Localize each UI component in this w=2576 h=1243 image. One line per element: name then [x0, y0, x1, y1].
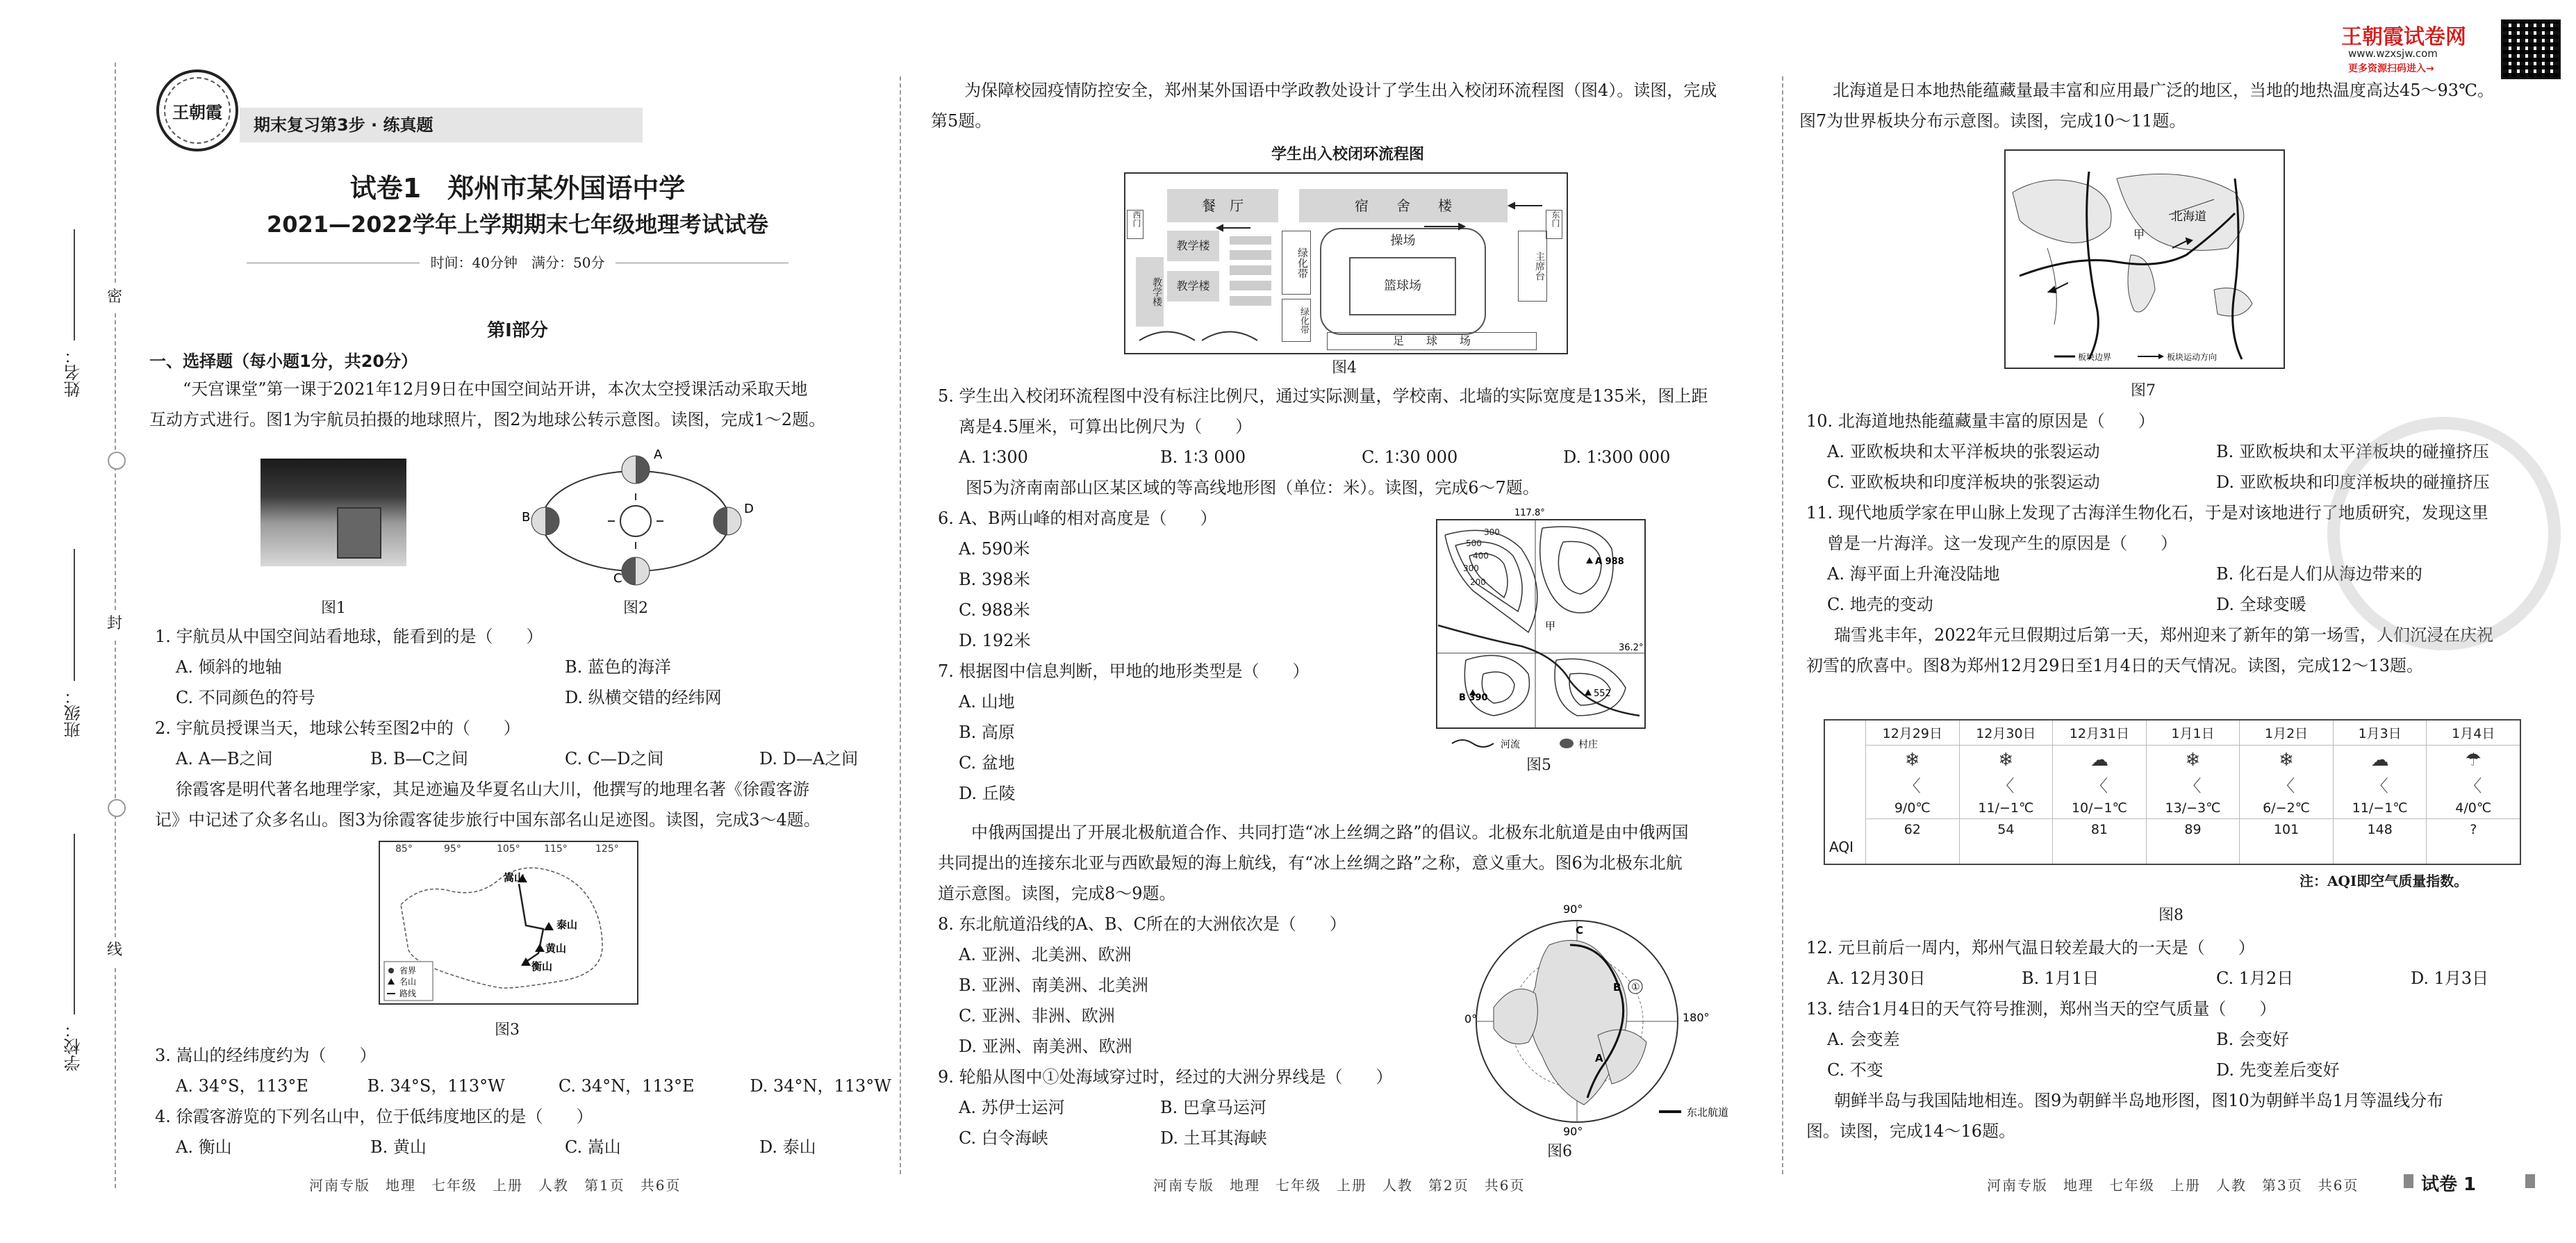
q13-option[interactable]: A. 会变差	[1827, 1030, 1900, 1049]
time-score: 时间：40分钟 满分：50分	[420, 254, 616, 271]
svg-text:东北航道: 东北航道	[1687, 1106, 1729, 1119]
svg-text:0°: 0°	[1464, 1012, 1478, 1026]
q4-option[interactable]: C. 嵩山	[565, 1137, 621, 1157]
weather-day	[2146, 721, 2240, 864]
q12-option[interactable]: D. 1月3日	[2411, 969, 2489, 988]
q4-option[interactable]: A. 衡山	[176, 1137, 232, 1157]
orbit-label: D	[744, 502, 754, 516]
qr-code-icon[interactable]	[2501, 19, 2561, 79]
binding-hole	[108, 452, 126, 470]
weather-temp: 11/−1℃	[2334, 800, 2427, 819]
svg-text:200: 200	[1470, 577, 1486, 587]
weather-day	[1959, 721, 2053, 864]
q9-option[interactable]: A. 苏伊士运河	[959, 1098, 1065, 1117]
banner: 期末复习第3步 · 练真题	[240, 108, 643, 142]
question-3: 3. 嵩山的经纬度约为（ ）	[155, 1046, 377, 1065]
q5-option[interactable]: A. 1∶300	[959, 447, 1028, 467]
q9-option[interactable]: D. 土耳其海峡	[1160, 1128, 1267, 1148]
q3-option[interactable]: A. 34°S，113°E	[176, 1076, 308, 1096]
q10-option[interactable]: A. 亚欧板块和太平洋板块的张裂运动	[1827, 442, 2100, 461]
svg-text:552: 552	[1594, 689, 1611, 699]
q8-option[interactable]: A. 亚洲、北美洲、欧洲	[959, 945, 1132, 964]
section-heading: 一、选择题（每小题1分，共20分）	[149, 352, 418, 371]
q1-option[interactable]: A. 倾斜的地轴	[176, 657, 282, 677]
svg-text:36.2°: 36.2°	[1619, 643, 1644, 653]
question-7: 7. 根据图中信息判断，甲地的地形类型是（ ）	[938, 661, 1310, 681]
svg-text:黄山: 黄山	[545, 942, 567, 955]
svg-text:板块运动方向: 板块运动方向	[2167, 352, 2218, 362]
fig4-title: 学生出入校闭环流程图	[1271, 146, 1424, 163]
wind-icon: 〈	[1997, 776, 2015, 796]
question-1: 1. 宇航员从中国空间站看地球，能看到的是（ ）	[155, 627, 543, 646]
q11-option[interactable]: D. 全球变暖	[2216, 595, 2306, 614]
cloudy-icon: ☁	[2370, 750, 2389, 771]
q12-option[interactable]: C. 1月2日	[2216, 969, 2294, 988]
question-5: 5. 学生出入校闭环流程图中没有标注比例尺，通过实际测量，学校南、北墙的实际宽度是135米，图上距	[938, 386, 1708, 406]
tag-mark	[2404, 1174, 2413, 1188]
svg-text:北海道: 北海道	[2171, 210, 2206, 224]
name-field[interactable]	[74, 229, 75, 340]
question-11: 11. 现代地质学家在甲山脉上发现了古海洋生物化石，于是对该地进行了地质研究，发现这里	[1806, 503, 2488, 522]
svg-text:河流: 河流	[1501, 739, 1520, 750]
snow-icon: ❄	[2279, 750, 2294, 771]
weather-temp: 10/−1℃	[2053, 800, 2146, 819]
paper-title: 试卷1 郑州市某外国语中学	[349, 173, 686, 204]
q11-option[interactable]: A. 海平面上升淹没陆地	[1827, 564, 2000, 584]
q6-option[interactable]: A. 590米	[959, 539, 1030, 559]
paper-tag: 试卷 1	[2421, 1174, 2477, 1195]
svg-text:省界: 省界	[399, 966, 417, 976]
q2-option[interactable]: D. D—A之间	[759, 749, 859, 768]
q12-block: 12. 元旦前后一周内，郑州气温日较差最大的一天是（ ） A. 12月30日 B. 1月1日 C. 1月2日 D. 1月3日 13. 结合1月4日的天气符号推测，郑州当天的空气质量（ ） A. 会变差 B. 会变好 C. 不变 D. 先变差后变好 朝鲜半岛与我国陆地相连。图9为朝鲜半岛地形图，图10为朝鲜半岛1月等温线分布 图。读图，完成14～16题。	[1806, 932, 2563, 1146]
weather-aqi: 89	[2184, 822, 2202, 837]
wind-icon: 〈	[1904, 776, 1921, 796]
svg-text:180°: 180°	[1683, 1011, 1710, 1024]
q10-option[interactable]: B. 亚欧板块和太平洋板块的碰撞挤压	[2216, 442, 2489, 461]
q2-option[interactable]: C. C—D之间	[565, 749, 664, 768]
weather-day	[1865, 721, 1959, 864]
seal-char: 封	[104, 611, 125, 639]
watermark-seal	[2327, 417, 2561, 650]
question-6: 6. A、B两山峰的相对高度是（ ）	[938, 509, 1217, 528]
question-13: 13. 结合1月4日的天气符号推测，郑州当天的空气质量（ ）	[1806, 999, 2277, 1019]
q6-option[interactable]: D. 192米	[959, 631, 1031, 650]
contour-map	[1431, 507, 1653, 757]
svg-text:嵩山: 嵩山	[504, 871, 525, 884]
q6-option[interactable]: C. 988米	[959, 600, 1030, 620]
svg-text:甲: 甲	[2133, 228, 2145, 241]
weather-date: 1月1日	[2147, 723, 2240, 746]
polar-map	[1466, 903, 1744, 1139]
svg-text:90°: 90°	[1563, 903, 1583, 916]
q7-option[interactable]: D. 丘陵	[959, 784, 1016, 803]
q10-block: 10. 北海道地热能蕴藏量丰富的原因是（ ） A. 亚欧板块和太平洋板块的张裂运动 B. 亚欧板块和太平洋板块的碰撞挤压 C. 亚欧板块和印度洋板块的张裂运动 D. 亚欧板块和印度洋板块的碰撞挤压 11. 现代地质学家在甲山脉上发现了古海洋生物化石，于是对该地进行了地质研究，发现这里 曾是一片海洋。这一发现产生的原因是（ ） A. 海平面上升淹没陆地 B. 化石是人们从海边带来的 C. 地壳的变动 D. 全球变暖 瑞雪兆丰年，2022年元旦假期过后第一天，郑州迎来了新年的第一场雪，人们沉浸在庆祝 初雪的欣喜中。图8为郑州12月29日至1月4日的天气情况。读图，完成12～13题。	[1806, 406, 2563, 681]
svg-text:500: 500	[1466, 538, 1482, 548]
seal-char: 线	[104, 938, 125, 966]
weather-day	[2426, 721, 2520, 864]
fig7-caption: 图7	[2131, 382, 2156, 400]
class-field[interactable]	[74, 549, 75, 681]
q4-option[interactable]: D. 泰山	[759, 1137, 816, 1157]
campus-flowchart: 餐 厅 宿 舍 楼 教学楼 教学楼 教学楼 绿化带 绿化带 操场 篮球场 主席台 足 球 场 西门 东门	[1124, 172, 1568, 354]
svg-text:泰山: 泰山	[556, 919, 578, 931]
intro-7: 北海道是日本地热能蕴藏量最丰富和应用最广泛的地区，当地的地热温度高达45～93℃。 图7为世界板块分布示意图。读图，完成10～11题。	[1799, 81, 2494, 131]
orbit-label: B	[522, 510, 531, 525]
orbit-diagram	[518, 445, 754, 598]
question-4: 4. 徐霞客游览的下列名山中，位于低纬度地区的是（ ）	[155, 1107, 593, 1126]
fig3-caption: 图3	[495, 1021, 520, 1039]
q9-option[interactable]: B. 巴拿马运河	[1160, 1098, 1266, 1117]
q11-option[interactable]: C. 地壳的变动	[1827, 595, 1933, 614]
fig6-caption: 图6	[1547, 1143, 1572, 1160]
q1-option[interactable]: D. 纵横交错的经纬网	[565, 688, 722, 707]
q10-option[interactable]: C. 亚欧板块和印度洋板块的张裂运动	[1827, 472, 2100, 492]
svg-text:A 988: A 988	[1595, 557, 1624, 567]
q7-option[interactable]: A. 山地	[959, 692, 1015, 711]
school-field[interactable]	[74, 834, 75, 1014]
q12-option[interactable]: B. 1月1日	[2022, 969, 2099, 988]
q12-option[interactable]: A. 12月30日	[1827, 969, 1926, 988]
page-footer: 河南专版 地理 七年级 上册 人教 第1页 共6页	[309, 1177, 682, 1194]
seal-char: 密	[104, 285, 125, 313]
weather-date: 1月3日	[2334, 723, 2427, 746]
brand-url[interactable]: www.wzxsjw.com	[2348, 47, 2438, 60]
svg-text:甲: 甲	[1545, 620, 1556, 632]
aqi-note: 注：AQI即空气质量指数。	[2300, 873, 2468, 889]
svg-text:①: ①	[1631, 982, 1640, 993]
time-score-wrap	[142, 252, 893, 272]
question-8: 8. 东北航道沿线的A、B、C所在的大洲依次是（ ）	[938, 914, 1346, 934]
wind-icon: 〈	[2278, 776, 2295, 796]
svg-text:板块边界: 板块边界	[2078, 352, 2112, 362]
page-3	[1799, 0, 2570, 1243]
q6-block	[938, 503, 1396, 809]
route-map	[379, 841, 638, 1005]
column-divider	[1782, 76, 1783, 1174]
orbit-label: A	[654, 447, 663, 462]
class-label: 班级：	[64, 688, 83, 738]
q2-option[interactable]: B. B—C之间	[370, 749, 468, 768]
q3-option[interactable]: B. 34°S，113°W	[367, 1076, 505, 1096]
svg-text:115°: 115°	[544, 843, 568, 855]
q13-option[interactable]: D. 先变差后变好	[2216, 1060, 2340, 1080]
q3-block	[155, 1040, 891, 1162]
name-label: 姓名：	[64, 347, 83, 397]
q5-option[interactable]: D. 1∶300 000	[1563, 447, 1671, 467]
weather-day	[2239, 721, 2333, 864]
orbit-label: C	[613, 571, 622, 586]
svg-text:B: B	[1613, 981, 1621, 994]
svg-text:路线: 路线	[399, 989, 417, 998]
earth-photo	[261, 459, 406, 566]
question-10: 10. 北海道地热能蕴藏量丰富的原因是（ ）	[1806, 411, 2155, 431]
svg-text:125°: 125°	[595, 843, 619, 855]
q8-block	[938, 909, 1494, 1153]
svg-text:85°: 85°	[395, 843, 413, 855]
question-9: 9. 轮船从图中①处海域穿过时，经过的大洲分界线是（ ）	[938, 1067, 1393, 1087]
snow-icon: ❄	[1998, 750, 2014, 771]
intro-8: 中俄两国提出了开展北极航道合作、共同打造“冰上丝绸之路”的倡议。北极东北航道是由中俄两国 共同提出的连接东北亚与西欧最短的海上航线，有“冰上丝绸之路”之称，意义重大。图6为北极东北航 道示意图。读图，完成8～9题。	[938, 823, 1689, 903]
q13-option[interactable]: C. 不变	[1827, 1060, 1883, 1080]
svg-text:117.8°: 117.8°	[1514, 508, 1545, 518]
q8-option[interactable]: B. 亚洲、南美洲、北美洲	[959, 976, 1148, 995]
q3-option[interactable]: C. 34°N，113°E	[558, 1076, 695, 1096]
svg-text:300: 300	[1463, 563, 1479, 573]
tag-mark	[2525, 1174, 2535, 1188]
svg-text:300: 300	[1484, 527, 1500, 537]
column-divider	[900, 76, 901, 1174]
svg-text:95°: 95°	[444, 843, 461, 855]
svg-text:名山: 名山	[399, 977, 417, 987]
q7-option[interactable]: C. 盆地	[959, 753, 1015, 773]
svg-text:105°: 105°	[497, 843, 520, 855]
q2-option[interactable]: A. A—B之间	[176, 749, 273, 768]
svg-text:400: 400	[1473, 551, 1489, 561]
svg-text:村庄: 村庄	[1578, 739, 1598, 750]
q10-option[interactable]: D. 亚欧板块和印度洋板块的碰撞挤压	[2216, 472, 2490, 492]
school-label: 学校：	[64, 1021, 83, 1071]
binding-hole	[108, 799, 126, 817]
snow-icon: ❄	[1904, 750, 1920, 771]
intro-1: “天宫课堂”第一课于2021年12月9日在中国空间站开讲，本次太空授课活动采取天地 互动方式进行。图1为宇航员拍摄的地球照片，图2为地球公转示意图。读图，完成1～2题。	[149, 379, 826, 429]
fig2-caption: 图2	[623, 600, 648, 617]
weather-aqi: 148	[2367, 822, 2393, 837]
weather-date: 1月4日	[2427, 723, 2520, 746]
page-footer: 河南专版 地理 七年级 上册 人教 第3页 共6页	[1987, 1177, 2359, 1194]
svg-text:B 390: B 390	[1459, 693, 1488, 703]
weather-aqi: 101	[2273, 822, 2300, 837]
paper-subtitle: 2021—2022学年上学期期末七年级地理考试试卷	[266, 211, 769, 238]
cloudy-icon: ☁	[2090, 750, 2108, 771]
weather-row-labels	[1825, 721, 1865, 864]
rain-umbrella-icon: ☂	[2465, 750, 2482, 771]
fig4-caption: 图4	[1332, 359, 1357, 377]
weather-aqi: ?	[2470, 822, 2477, 837]
q9-option[interactable]: C. 白令海峡	[959, 1128, 1048, 1148]
page-1	[142, 0, 893, 1243]
svg-text:C: C	[1576, 924, 1584, 937]
aqi-label: AQI	[1829, 839, 1853, 855]
fig8-caption: 图8	[2158, 907, 2183, 924]
question-12: 12. 元旦前后一周内，郑州气温日较差最大的一天是（ ）	[1806, 938, 2255, 957]
q8-option[interactable]: C. 亚洲、非洲、欧洲	[959, 1006, 1115, 1026]
weather-date: 12月29日	[1866, 723, 1959, 746]
weather-temp: 4/0℃	[2427, 800, 2520, 819]
wind-icon: 〈	[2371, 776, 2388, 796]
q8-option[interactable]: D. 亚洲、南美洲、欧洲	[959, 1037, 1132, 1056]
snow-icon: ❄	[2185, 750, 2201, 771]
weather-temp: 13/−3℃	[2147, 800, 2240, 819]
weather-day	[2333, 721, 2427, 864]
weather-aqi: 54	[1997, 822, 2015, 837]
q4-option[interactable]: B. 黄山	[370, 1137, 427, 1157]
page-footer: 河南专版 地理 七年级 上册 人教 第2页 共6页	[1153, 1177, 1526, 1194]
weather-aqi: 62	[1904, 822, 1921, 837]
q1-block: 1. 宇航员从中国空间站看地球，能看到的是（ ） A. 倾斜的地轴 B. 蓝色的海洋 C. 不同颜色的符号 D. 纵横交错的经纬网 2. 宇航员授课当天，地球公转至图2中的（ ） A. A—B之间 B. B—C之间 C. C—D之间 D. D—A之间 徐霞客是明代著名地理学家，其足迹遍及华夏名山大川，他撰写的地理名著《徐霞客游 记》中记述了众多名山。图3为徐霞客徒步旅行中国东部名山足迹图。读图，完成3～4题。	[155, 621, 891, 835]
weather-date: 1月2日	[2240, 723, 2333, 746]
q3-option[interactable]: D. 34°N，113°W	[750, 1076, 891, 1096]
wind-icon: 〈	[2465, 776, 2482, 796]
part-heading: 第Ⅰ部分	[487, 320, 548, 341]
fig1-caption: 图1	[321, 600, 346, 617]
svg-text:A: A	[1595, 1052, 1603, 1064]
weather-day	[2052, 721, 2146, 864]
q1-option[interactable]: C. 不同颜色的符号	[176, 688, 315, 707]
q11-option[interactable]: B. 化石是人们从海边带来的	[2216, 564, 2422, 584]
brand-name: 王朝霞试卷网	[2341, 25, 2466, 49]
weather-temp: 6/−2℃	[2240, 800, 2333, 819]
weather-aqi: 81	[2090, 822, 2108, 837]
weather-temp: 9/0℃	[1866, 800, 1959, 819]
svg-text:90°: 90°	[1563, 1125, 1583, 1138]
intro-4: 为保障校园疫情防控安全，郑州某外国语中学政教处设计了学生出入校闭环流程图（图4）。读图，完成 第5题。	[931, 81, 1717, 131]
page-2	[931, 0, 1765, 1243]
q5-option[interactable]: C. 1∶30 000	[1362, 447, 1458, 467]
weather-date: 12月30日	[1960, 723, 2053, 746]
wind-icon: 〈	[2090, 776, 2108, 796]
q6-option[interactable]: B. 398米	[959, 570, 1030, 589]
weather-date: 12月31日	[2053, 723, 2146, 746]
wind-icon: 〈	[2184, 776, 2202, 796]
q13-option[interactable]: B. 会变好	[2216, 1030, 2289, 1049]
svg-text:衡山: 衡山	[531, 960, 553, 973]
question-2: 2. 宇航员授课当天，地球公转至图2中的（ ）	[155, 718, 520, 738]
q7-option[interactable]: B. 高原	[959, 723, 1015, 742]
weather-table	[1824, 719, 2521, 865]
q5-block: 5. 学生出入校闭环流程图中没有标注比例尺，通过实际测量，学校南、北墙的实际宽度是135米，图上距 离是4.5厘米，可算出比例尺为（ ） A. 1∶300 B. 1∶3 000 C. 1∶30 000 D. 1∶300 000 图5为济南南部山区某区域的等高线地形图（单位：米）。读图，完成6～7题。	[938, 381, 1765, 503]
brand-logo: 王朝霞	[156, 69, 238, 151]
q5-option[interactable]: B. 1∶3 000	[1160, 447, 1246, 467]
brand-more: 更多资源扫码进入→	[2348, 63, 2434, 74]
fig5-caption: 图5	[1526, 757, 1551, 774]
plate-map	[2004, 149, 2285, 369]
q1-option[interactable]: B. 蓝色的海洋	[565, 657, 671, 677]
weather-temp: 11/−1℃	[1960, 800, 2053, 819]
